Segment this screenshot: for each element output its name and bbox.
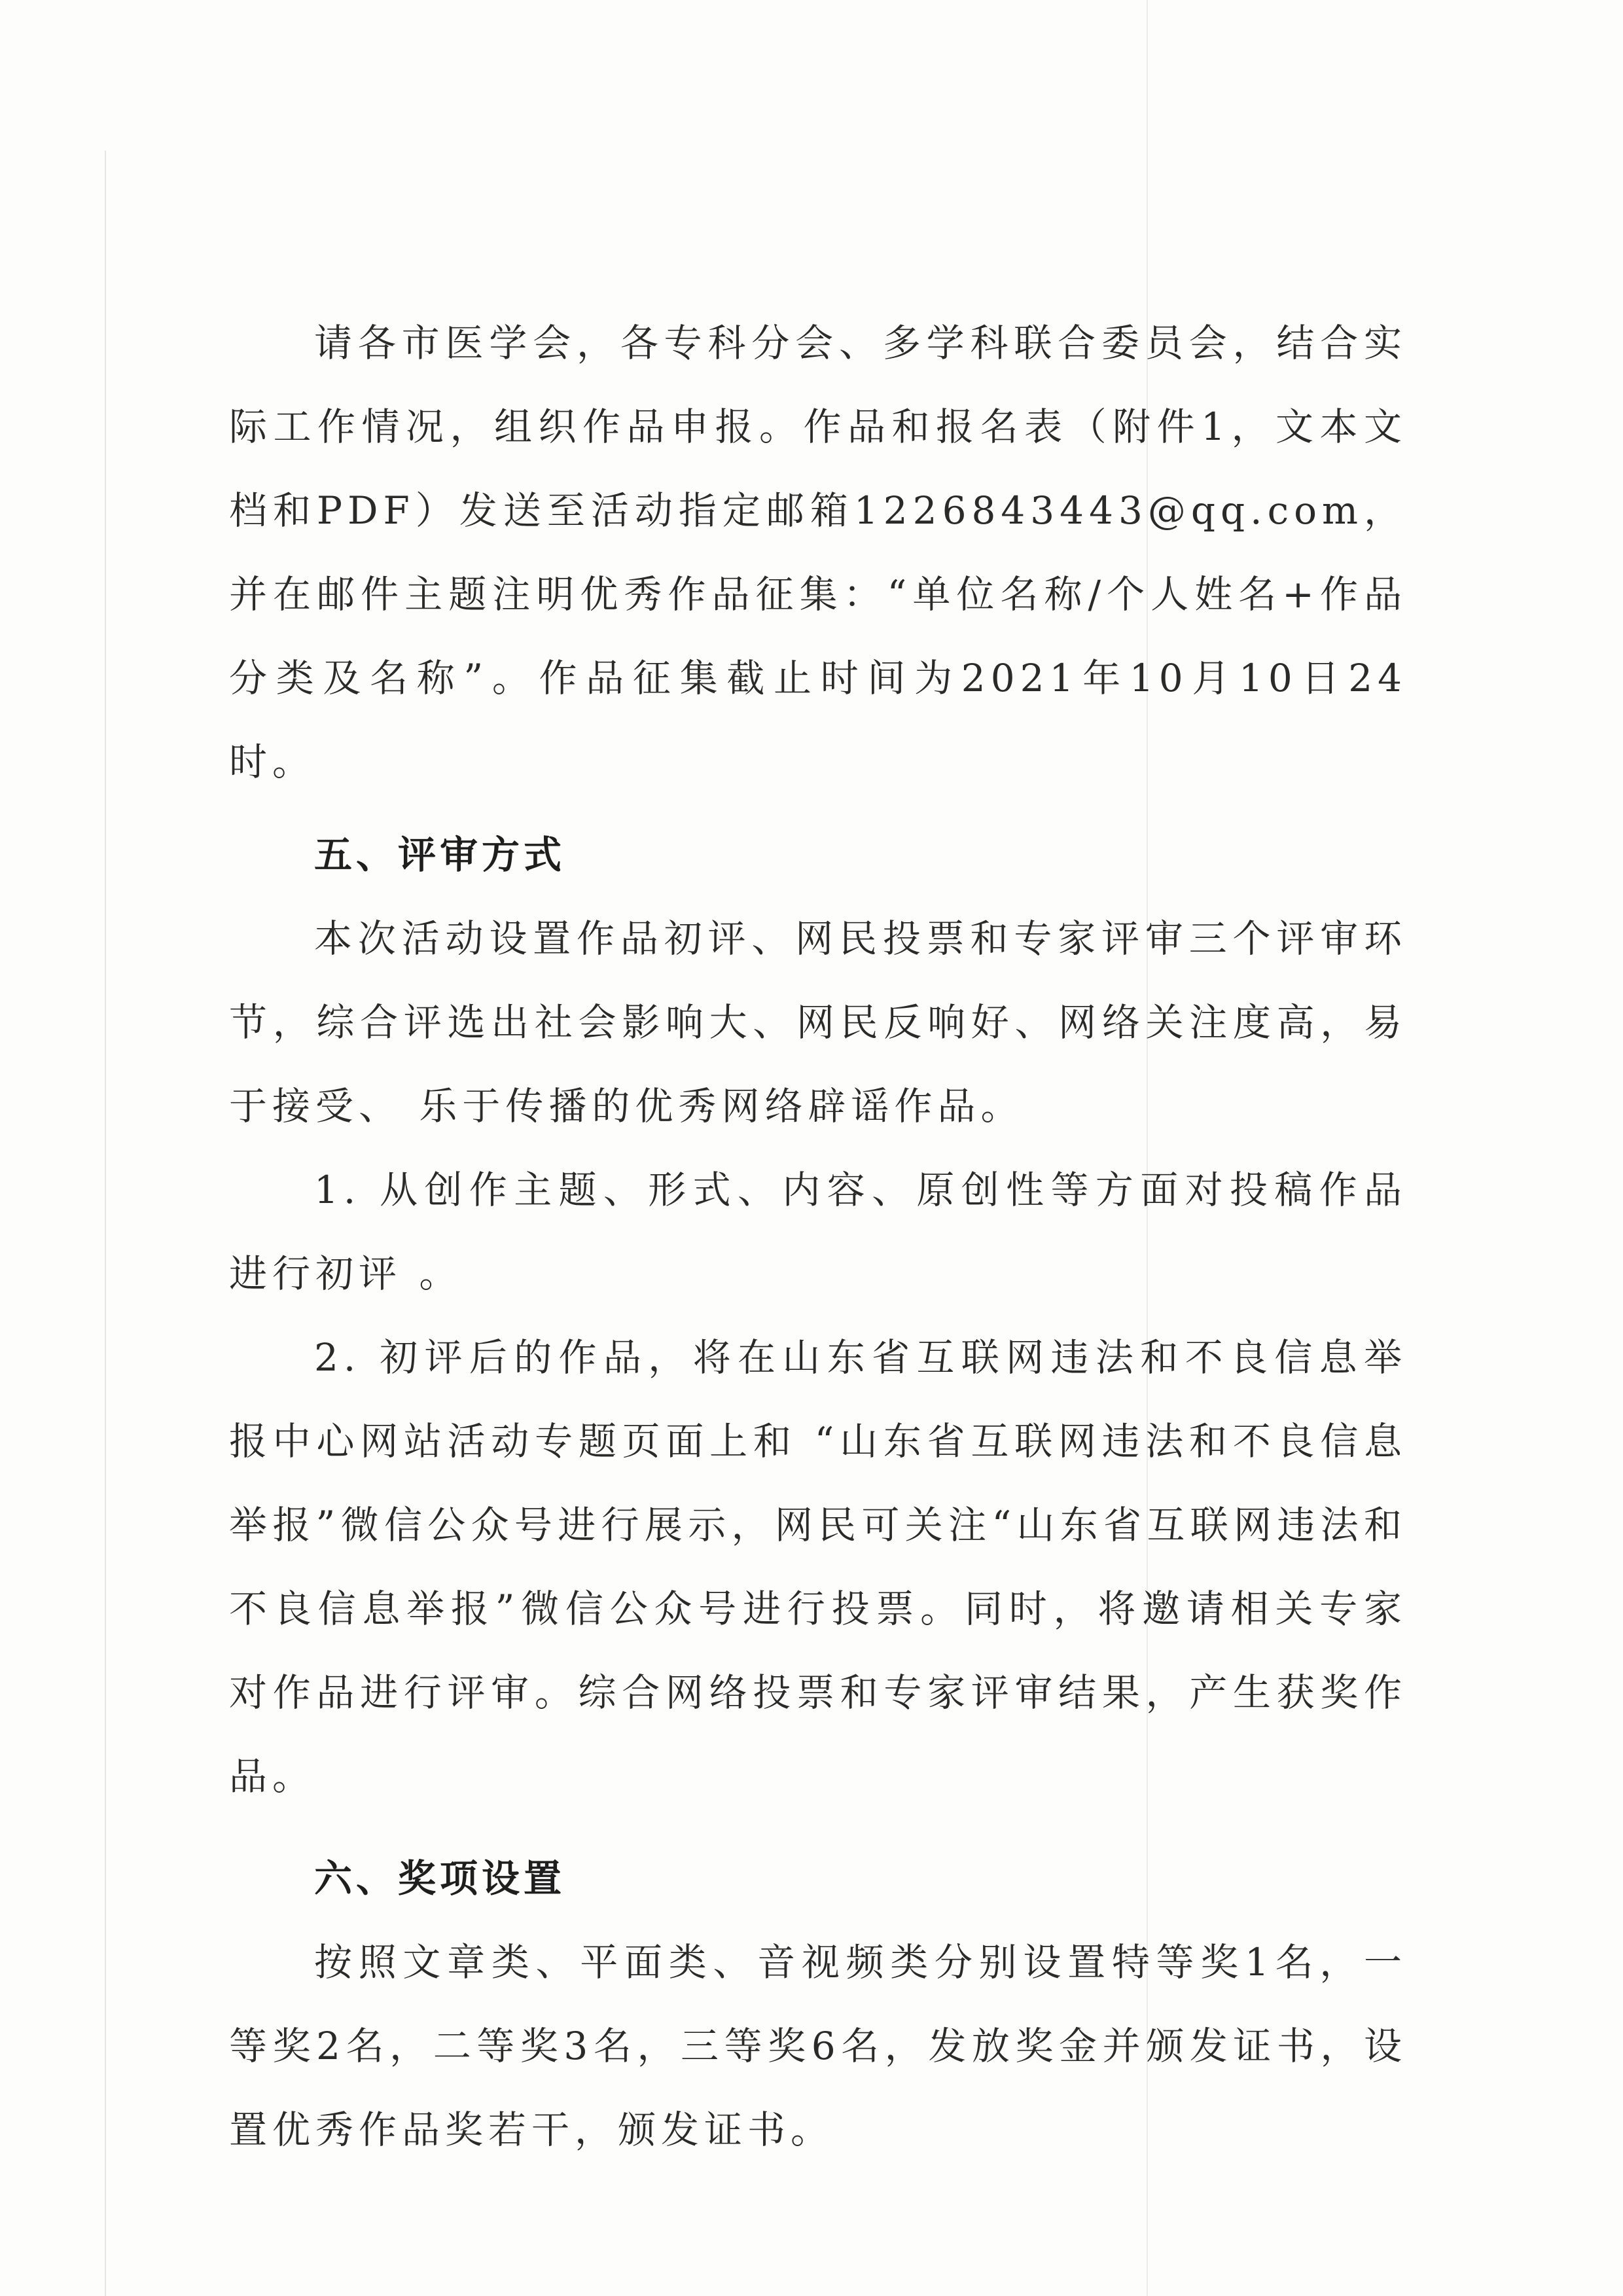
review-item-2: 2. 初评后的作品，将在山东省互联网违法和不良信息举报中心网站活动专题页面上和 “山东省互联网违法和不良信息举报”微信公众号进行展示，网民可关注“山东省互联网违法和不良信息举报”微信公众号进行投票。同时，将邀请相关专家对作品进行评审。综合网络投票和专家评审结果，产生获奖作品。 [229, 1335, 1407, 1799]
document-body [229, 301, 1407, 2172]
awards-paragraph: 按照文章类、平面类、音视频类分别设置特等奖1名，一等奖2名，二等奖3名，三等奖6名，发放奖金并颁发证书，设置优秀作品奖若干，颁发证书。 [229, 1940, 1407, 2152]
section-heading-review-method: 五、评审方式 [314, 833, 566, 877]
submission-paragraph: 请各市医学会，各专科分会、多学科联合委员会，结合实际工作情况，组织作品申报。作品和报名表（附件1，文本文档和PDF）发送至活动指定邮箱1226843443@qq.com，并在邮件主题注明优秀作品征集：“单位名称/个人姓名+作品分类及名称”。作品征集截止时间为2021年10月10日24时。 [229, 321, 1407, 784]
scan-artifact-line [105, 151, 106, 2296]
section-heading-awards: 六、奖项设置 [314, 1856, 566, 1901]
review-item-1: 1. 从创作主题、形式、内容、原创性等方面对投稿作品进行初评 。 [229, 1168, 1407, 1296]
review-intro-paragraph: 本次活动设置作品初评、网民投票和专家评审三个评审环节，综合评选出社会影响大、网民反响好、网络关注度高，易于接受、 乐于传播的优秀网络辟谣作品。 [229, 916, 1407, 1128]
